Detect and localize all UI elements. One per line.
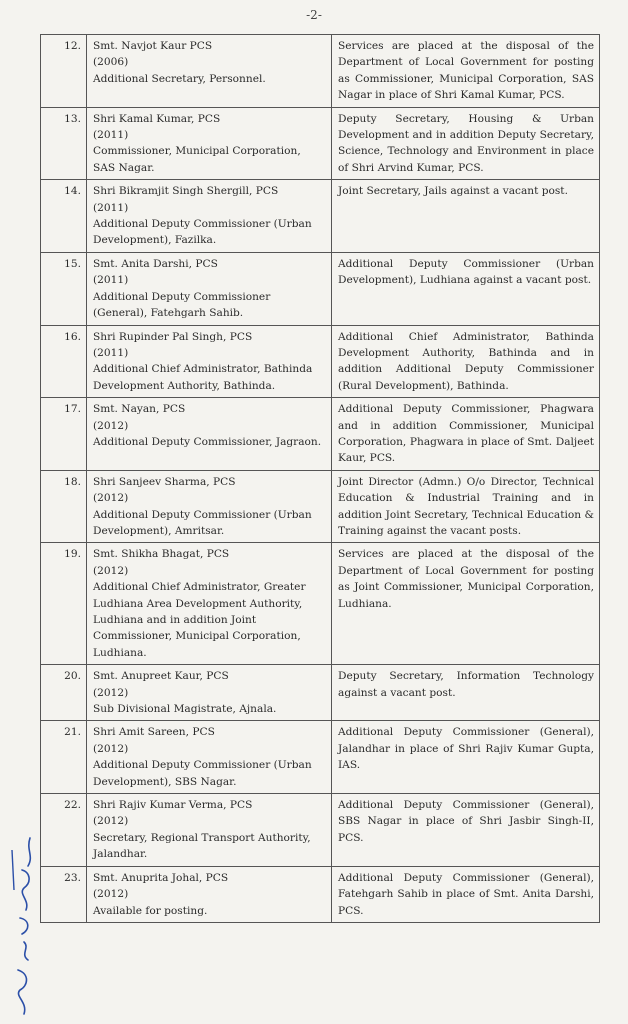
current-posting: Additional Chief Administrator, Greater Ludhiana Area Development Authority, Ludhiana and in addition Joint Commissioner, Municipal Corporation, Ludhiana. — [93, 581, 306, 659]
new-posting: Services are placed at the disposal of the Department of Local Government for posting as Joint Commissioner, Municipal Corporation, Ludhiana. — [332, 543, 600, 665]
current-posting: Additional Secretary, Personnel. — [93, 72, 266, 85]
officer-cell — [87, 470, 332, 543]
new-posting: Joint Secretary, Jails against a vacant post. — [332, 180, 600, 253]
officer-cell — [87, 543, 332, 665]
current-posting: Additional Deputy Commissioner, Jagraon. — [93, 435, 322, 448]
new-posting: Services are placed at the disposal of the Department of Local Government for posting as Commissioner, Municipal Corporation, SAS Nagar in place of Shri Kamal Kumar, PCS. — [332, 35, 600, 108]
serial-number: 23. — [41, 866, 87, 922]
posting-row — [41, 794, 600, 867]
serial-number: 20. — [41, 665, 87, 721]
serial-number: 22. — [41, 794, 87, 867]
current-posting: Additional Chief Administrator, Bathinda Development Authority, Bathinda. — [93, 363, 313, 392]
officer-cell — [87, 398, 332, 471]
officer-cell — [87, 794, 332, 867]
officer-cell — [87, 35, 332, 108]
serial-number: 16. — [41, 325, 87, 398]
officer-name: Shri Bikramjit Singh Shergill, PCS — [93, 185, 279, 198]
new-posting: Additional Deputy Commissioner (General), Fatehgarh Sahib in place of Smt. Anita Darshi, PCS. — [332, 866, 600, 922]
serial-number: 14. — [41, 180, 87, 253]
current-posting: Additional Deputy Commissioner (Urban Development), SBS Nagar. — [93, 759, 312, 788]
posting-row — [41, 252, 600, 325]
posting-row — [41, 35, 600, 108]
posting-row — [41, 325, 600, 398]
officer-cell — [87, 325, 332, 398]
new-posting: Joint Director (Admn.) O/o Director, Technical Education & Industrial Training and in addition Joint Secretary, Technical Education & Training against the vacant posts. — [332, 470, 600, 543]
officer-cell — [87, 180, 332, 253]
current-posting: Available for posting. — [93, 904, 208, 917]
current-posting: Sub Divisional Magistrate, Ajnala. — [93, 703, 277, 716]
officer-cell — [87, 721, 332, 794]
new-posting: Additional Deputy Commissioner (Urban Development), Ludhiana against a vacant post. — [332, 252, 600, 325]
posting-row — [41, 107, 600, 180]
serial-number: 13. — [41, 107, 87, 180]
new-posting: Deputy Secretary, Information Technology against a vacant post. — [332, 665, 600, 721]
posting-row — [41, 543, 600, 665]
officer-cell — [87, 252, 332, 325]
posting-row — [41, 180, 600, 253]
new-posting: Additional Deputy Commissioner (General), Jalandhar in place of Shri Rajiv Kumar Gupta, IAS. — [332, 721, 600, 794]
postings-table — [40, 34, 600, 923]
officer-name: Shri Rupinder Pal Singh, PCS — [93, 330, 253, 343]
officer-batch: (2011) — [93, 346, 129, 359]
officer-batch: (2012) — [93, 492, 129, 505]
serial-number: 21. — [41, 721, 87, 794]
officer-batch: (2012) — [93, 564, 129, 577]
current-posting: Additional Deputy Commissioner (Urban Development), Fazilka. — [93, 218, 312, 247]
officer-name: Shri Kamal Kumar, PCS — [93, 112, 221, 125]
new-posting: Additional Chief Administrator, Bathinda Development Authority, Bathinda and in addition Additional Deputy Commissioner (Rural Development), Bathinda. — [332, 325, 600, 398]
serial-number: 17. — [41, 398, 87, 471]
officer-cell — [87, 665, 332, 721]
officer-name: Smt. Anita Darshi, PCS — [93, 257, 218, 270]
officer-batch: (2012) — [93, 686, 129, 699]
officer-batch: (2012) — [93, 815, 129, 828]
serial-number: 15. — [41, 252, 87, 325]
officer-cell — [87, 107, 332, 180]
new-posting: Deputy Secretary, Housing & Urban Development and in addition Deputy Secretary, Science, Technology and Environment in place of Shri Arvind Kumar, PCS. — [332, 107, 600, 180]
posting-row — [41, 665, 600, 721]
current-posting: Additional Deputy Commissioner (Urban Development), Amritsar. — [93, 508, 312, 537]
officer-name: Smt. Anupreet Kaur, PCS — [93, 670, 229, 683]
new-posting: Additional Deputy Commissioner (General), SBS Nagar in place of Shri Jasbir Singh-II, PCS. — [332, 794, 600, 867]
officer-cell — [87, 866, 332, 922]
posting-row — [41, 866, 600, 922]
officer-name: Smt. Anuprita Johal, PCS — [93, 871, 229, 884]
serial-number: 18. — [41, 470, 87, 543]
officer-name: Shri Amit Sareen, PCS — [93, 726, 215, 739]
current-posting: Secretary, Regional Transport Authority, Jalandhar. — [93, 831, 311, 861]
current-posting: Commissioner, Municipal Corporation, SAS Nagar. — [93, 145, 301, 174]
handwritten-signature — [0, 830, 40, 1020]
posting-row — [41, 721, 600, 794]
officer-name: Shri Sanjeev Sharma, PCS — [93, 475, 236, 488]
officer-batch: (2011) — [93, 201, 129, 214]
officer-batch: (2012) — [93, 419, 129, 432]
posting-row — [41, 398, 600, 471]
page-number: -2- — [306, 8, 322, 22]
officer-name: Shri Rajiv Kumar Verma, PCS — [93, 799, 253, 812]
officer-batch: (2011) — [93, 274, 129, 287]
officer-batch: (2011) — [93, 129, 129, 142]
posting-row — [41, 470, 600, 543]
officer-name: Smt. Nayan, PCS — [93, 403, 186, 416]
serial-number: 12. — [41, 35, 87, 108]
officer-name: Smt. Navjot Kaur PCS — [93, 40, 213, 52]
officer-batch: (2012) — [93, 742, 129, 755]
officer-batch: (2006) — [93, 56, 129, 69]
officer-batch: (2012) — [93, 888, 129, 901]
serial-number: 19. — [41, 543, 87, 665]
current-posting: Additional Deputy Commissioner (General), Fatehgarh Sahib. — [93, 290, 271, 320]
postings-table-body — [41, 35, 600, 923]
new-posting: Additional Deputy Commissioner, Phagwara and in addition Commissioner, Municipal Corporation, Phagwara in place of Smt. Daljeet Kaur, PCS. — [332, 398, 600, 471]
officer-name: Smt. Shikha Bhagat, PCS — [93, 548, 230, 561]
